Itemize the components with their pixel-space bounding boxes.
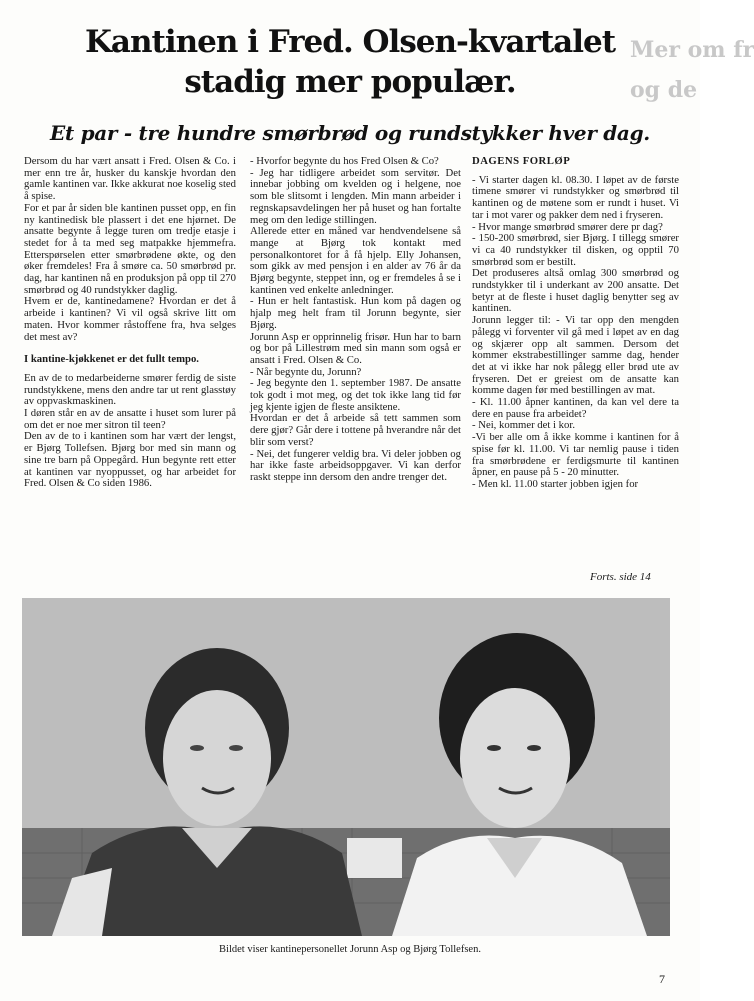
- article-subtitle: Et par - tre hundre smørbrød og rundstykker hver dag.: [50, 121, 650, 145]
- text-column-2: [250, 156, 461, 484]
- paragraph: - Hvorfor begynte du hos Fred Olsen & Co?: [250, 155, 439, 167]
- photo-illustration: [22, 598, 670, 936]
- paragraph: - Jeg har tidligere arbeidet som servitør. Det innebar jobbing om kvelden og i helgene, noe som ble slitsomt i lengden. Min mann arbeider i regnskapsavdelingen her på huset og han fortalte meg om den ledige stillingen.: [250, 166, 461, 226]
- paragraph: - 150-200 smørbrød, sier Bjørg. I tillegg smører vi ca 40 rundstykker til disken, og opptil 70 smørbrød som er bestilt.: [472, 232, 679, 268]
- text-column-1: [24, 156, 236, 490]
- paragraph: Hvem er de, kantinedamene? Hvordan er det å arbeide i kantinen? Vi vil også skrive litt om maten. Hvor kommer råstoffene fra, hva selges det mest av?: [24, 295, 236, 343]
- paragraph: Jorunn legger til: - Vi tar opp den mengden pålegg vi forventer vil gå med i løpet av en dag og skjærer opp alt sammen. Dersom det kommer ekstrabestillinger samme dag, hender det at vi ikke har nok pålegg eller brød ute av fryseren. Det er greiest om de ansatte kan komme dagen før med bestillingen av mat.: [472, 314, 679, 397]
- title-line-2: stadig mer populær.: [184, 64, 516, 100]
- paragraph: Jorunn Asp er opprinnelig frisør. Hun har to barn og bor på Lillestrøm med sin mann som også er ansatt i Fred. Olsen & Co.: [250, 330, 461, 366]
- paragraph: - Når begynte du, Jorunn?: [250, 365, 362, 378]
- section-heading: I kantine-kjøkkenet er det fullt tempo.: [24, 353, 199, 366]
- paragraph: Det produseres altså omlag 300 smørbrød og rundstykker til i underkant av 200 ansatte. Det betyr at de fleste i huset daglig benytter seg av kantinen.: [472, 267, 679, 315]
- continued-note: Forts. side 14: [590, 571, 651, 583]
- paragraph: -Vi ber alle om å ikke komme i kantinen for å spise før kl. 11.00. Vi tar nemlig pause i tiden fra smørbrødene er ferdigsmurte til kantinen åpner, en pause på 5 - 20 minutter.: [472, 431, 679, 479]
- paragraph: For et par år siden ble kantinen pusset opp, en fin ny kantinedisk ble plassert i det ene hjørnet. De ansatte begynte å legge turen om tredje etasje i stedet for å ta med seg matpakke hjemmefra. Etterspørselen etter smørbrødene økte, og den øker fremdeles! Fra å smøre ca. 50 smørbrød pr. dag, har kantinen nå en produksjon på opp til 270 smørbrød og 40 rundstykker daglig.: [24, 201, 236, 296]
- staff-photo: [22, 598, 670, 936]
- paragraph: - Jeg begynte den 1. september 1987. De ansatte tok godt i mot meg, og det tok ikke lang tid før jeg kjente igjen de fleste ansiktene.: [250, 377, 461, 413]
- paragraph: I døren står en av de ansatte i huset som lurer på om det er noe mer sitron til teen?: [24, 407, 236, 431]
- show-through-text: Mer om fr og de: [630, 37, 754, 103]
- photo-caption: Bildet viser kantinepersonellet Jorunn Asp og Bjørg Tollefsen.: [219, 944, 481, 955]
- paragraph: - Nei, kommer det i kor.: [472, 419, 575, 432]
- paragraph: Dersom du har vært ansatt i Fred. Olsen & Co. i mer enn tre år, husker du kanskje hvordan den gamle kantinen var. Ikke akkurat noe koselig sted å spise.: [24, 155, 236, 203]
- paragraph: En av de to medarbeiderne smører ferdig de siste rundstykkene, mens den andre tar ut rent glasstøy av oppvaskmaskinen.: [24, 371, 236, 408]
- paragraph: - Nei, det fungerer veldig bra. Vi deler jobben og har ikke faste arbeidsoppgaver. Vi kan derfor raskt steppe inn dersom den andre trenger det.: [250, 447, 461, 483]
- text-column-3: [472, 156, 679, 491]
- page-number: 7: [659, 972, 665, 986]
- title-line-1: Kantinen i Fred. Olsen-kvartalet: [84, 24, 616, 60]
- paragraph: - Vi starter dagen kl. 08.30. I løpet av de første timene smører vi rundstykker og smørbrød til kantinen og de møtene som er rundt i huset. Vi tar i mot varer og pakker dem ned i fryseren.: [472, 173, 679, 221]
- paragraph: - Men kl. 11.00 starter jobben igjen for: [472, 477, 639, 490]
- paragraph: - Kl. 11.00 åpner kantinen, da kan vel dere ta dere en pause fra arbeidet?: [472, 396, 679, 420]
- section-heading: DAGENS FORLØP: [472, 155, 571, 167]
- paragraph: Hvordan er det å arbeide så tett sammen som dere gjør? Går dere i tottene på hverandre når det blir som verst?: [250, 412, 461, 448]
- paragraph: Den av de to i kantinen som har vært der lengst, er Bjørg Tollefsen. Bjørg bor med sin mann og sine tre barn på Oppegård. Hun begynte rett etter at kantinen var nyoppusset, og har arbeidet for Fred. Olsen & Co siden 1986.: [24, 430, 236, 490]
- paragraph: - Hun er helt fantastisk. Hun kom på dagen og hjalp meg helt fram til Jorunn begynte, sier Bjørg.: [250, 295, 461, 331]
- paragraph: - Hvor mange smørbrød smører dere pr dag?: [472, 220, 663, 233]
- article-title: [60, 22, 640, 102]
- paragraph: Allerede etter en måned var hendvendelsene så mange at Bjørg tok kontakt med personalkontoret for å få hjelp. Elly Johansen, som gikk av med pensjon i en alder av 76 år da Bjørg begynte, steppet inn, og er fremdeles å se i kantinen ved enkelte anledninger.: [250, 225, 461, 296]
